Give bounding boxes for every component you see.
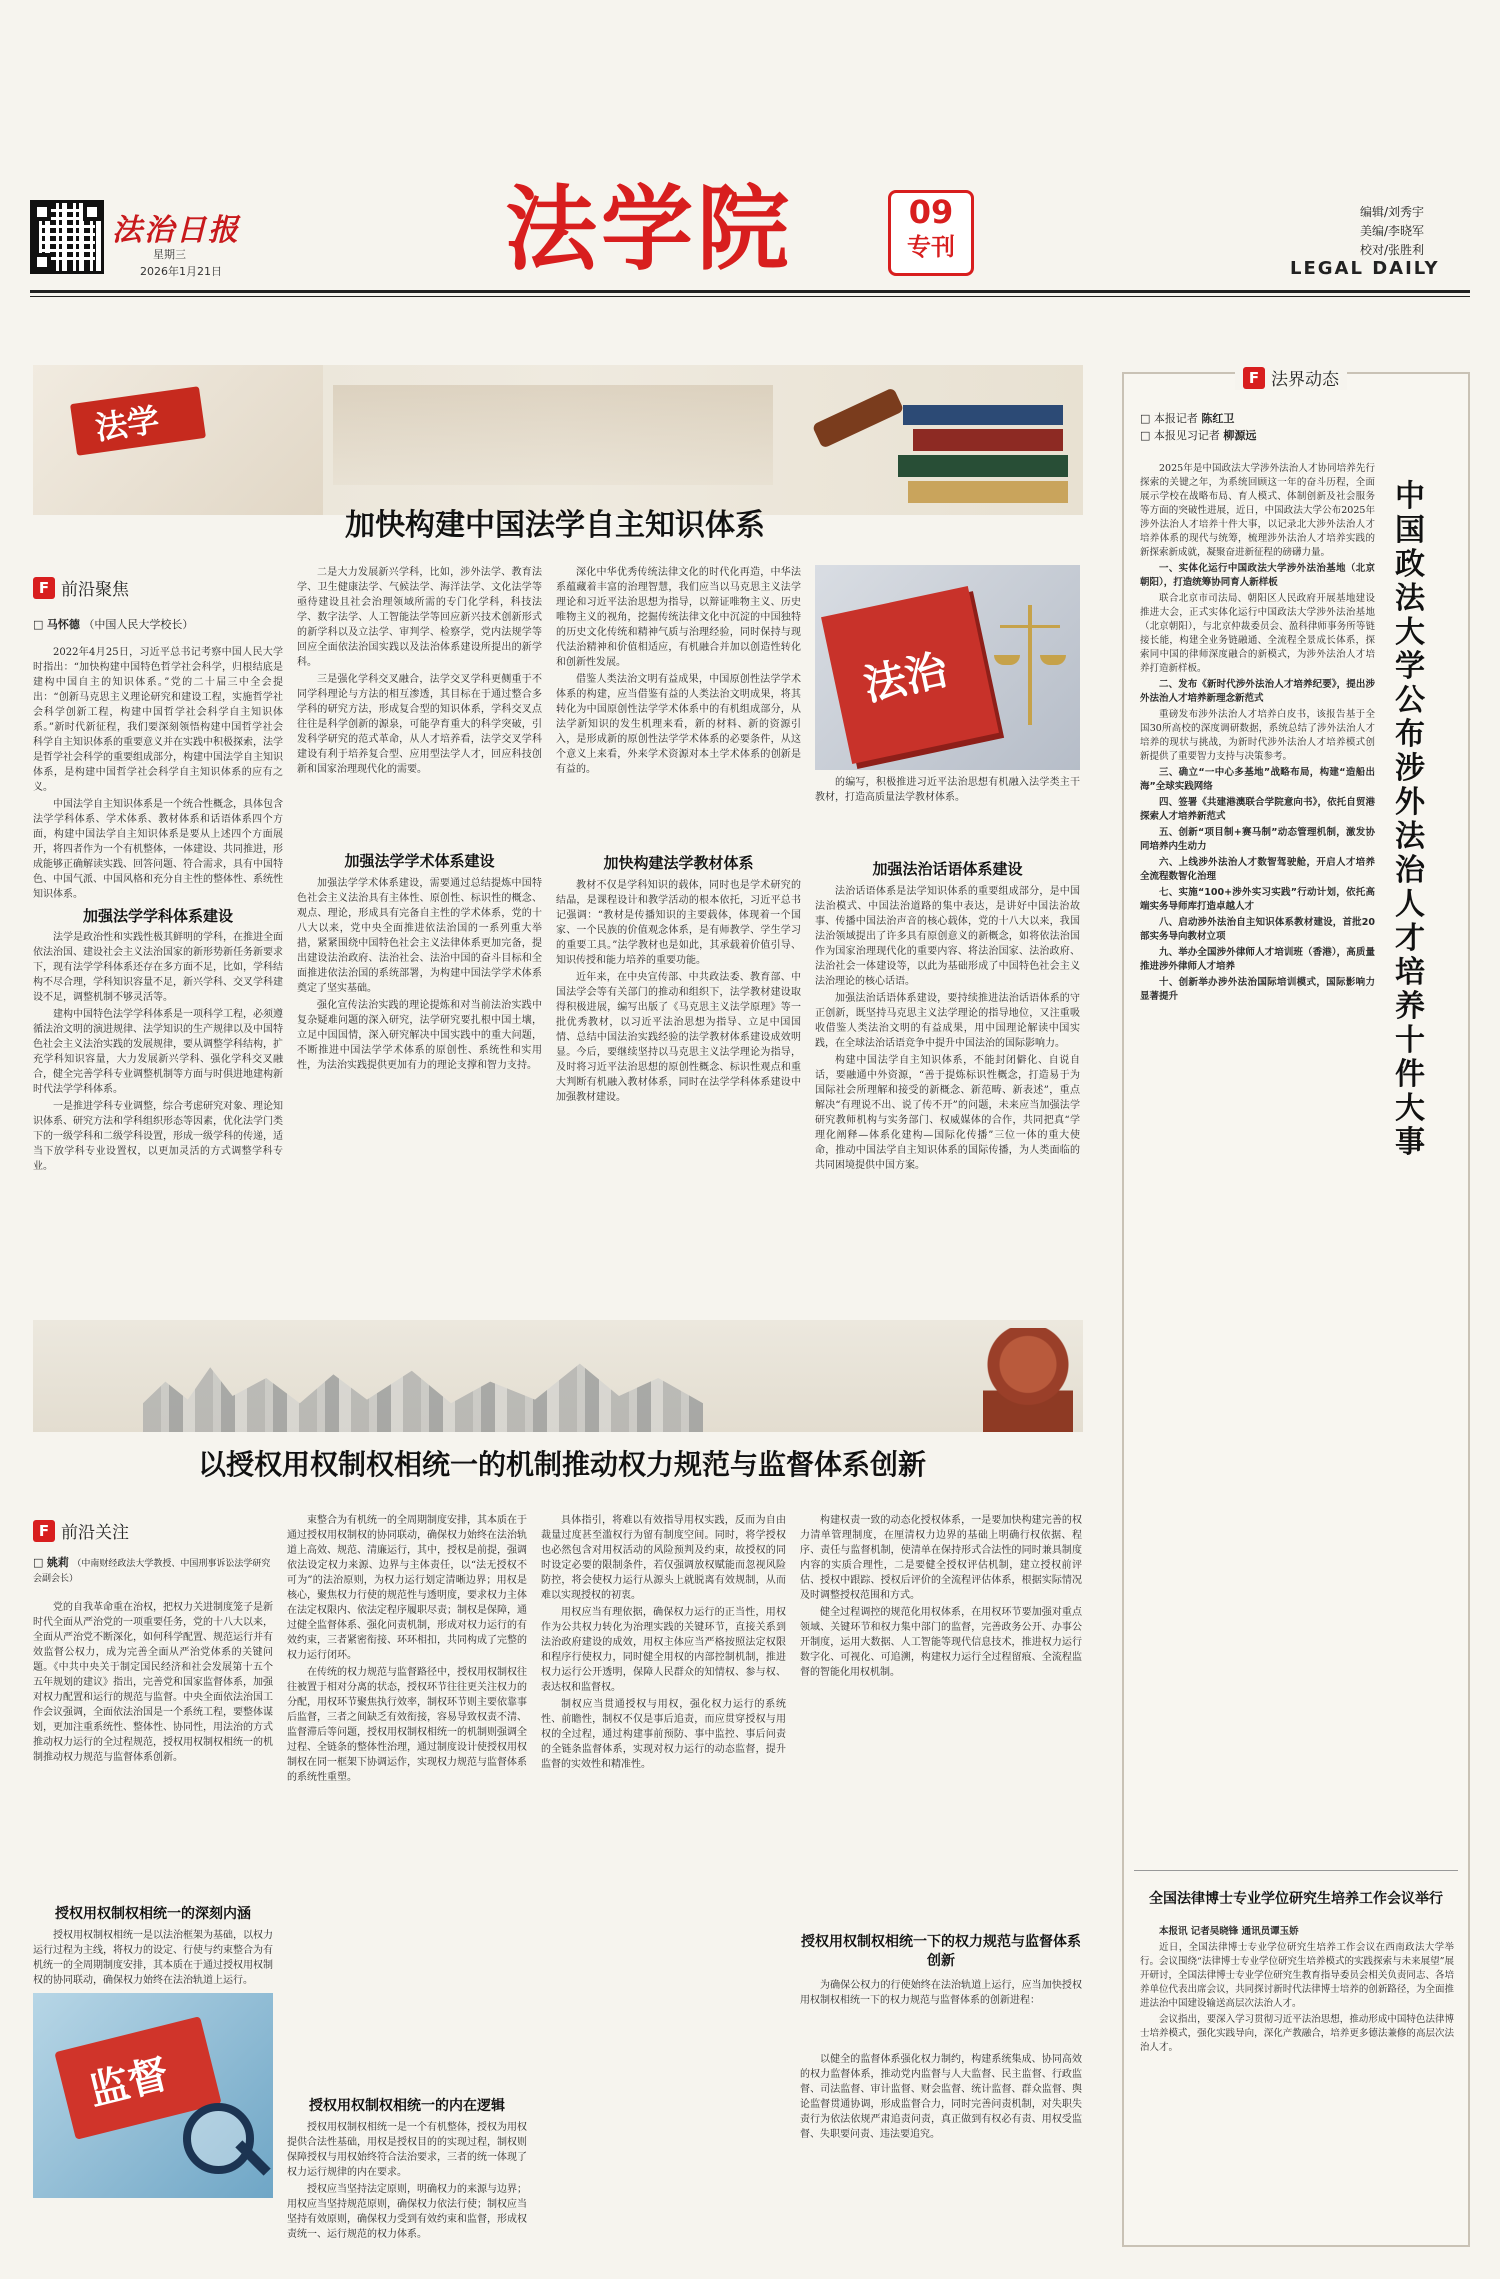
image-label: 法治 (859, 644, 952, 711)
paragraph: 法学是政治性和实践性极其鲜明的学科，在推进全面依法治国、建设社会主义法治国家的新形势新任务新要求下，现有法学学科体系还存在多方面不足，比如，学科结构不尽合理，学科知识容量不足，新兴学科、交叉学科建设不足，调整机制不够灵活等。 (33, 932, 283, 1003)
f-logo-icon: F (33, 577, 55, 599)
subheading: 加强法学学术体系建设 (344, 852, 495, 870)
paragraph: 近年来，在中央宣传部、中共政法委、教育部、中国法学会等有关部门的推动和组织下，法学教材建设取得积极进展，编写出版了《马克思主义法学原理》等一批优秀教材，以习近平法治思想为指导、立足中国国情、总结中国法治实践经验的法学教材体系建设成效明显。今后，要继续坚持以马克思主义法学理论为指导，及时将习近平法治思想的原创性概念、标识性观点和重大判断有机融入教材体系，同时在法学学科体系建设中加强教材建设。 (556, 972, 801, 1103)
paragraph: 加强法治话语体系建设，要持续推进法治话语体系的守正创新，既坚持马克思主义法学理论的指导地位，又注重吸收借鉴人类法治文明的有益成果，用中国理论解读中国实践，在全球法治话语竞争中提升中国法治的国际影响力。 (815, 993, 1080, 1049)
paper-logo: 法治日报 (112, 213, 240, 248)
article1-byline: □ 马怀德 （中国人民大学校长） (33, 618, 194, 631)
paragraph: 法治话语体系是法学知识体系的重要组成部分，是中国法治模式、中国法治道路的集中表达，是讲好中国法治故事、传播中国法治声音的核心载体，党的十八大以来，我国法治领域提出了许多具有原创意义的新概念，如将依法治国作为国家治理现代化的重要内容、将法治国家、法治政府、法治社会一体建设等，以此为基础形成了中国特色社会主义法治理论的核心话语。 (815, 886, 1080, 987)
item-heading: 八、启动涉外法治自主知识体系教材建设，首批20部实务导向教材立项 (1140, 917, 1375, 942)
item-heading: 九、举办全国涉外律师人才培训班（香港），高质量推进涉外律师人才培养 (1140, 947, 1375, 972)
item-heading: 六、上线涉外法治人才数智驾驶舱，开启人才培养全流程数智化治理 (1140, 857, 1375, 882)
paragraph: 用权应当有理依据，确保权力运行的正当性，用权作为公共权力转化为治理实践的关键环节，直接关系到法治政府建设的成效，用权主体应当严格按照法定权限和程序行使权力，同时健全用权的内部控制机制，推进权力运行公开透明，保障人民群众的知情权、参与权、表达权和监督权。 (541, 1607, 786, 1693)
paragraph: 健全过程调控的规范化用权体系，在用权环节要加强对重点领域、关键环节和权力集中部门的监督，完善政务公开、办事公开制度，运用大数据、人工智能等现代信息技术，推进权力运行数字化、可视化、可追溯，构建权力运行全过程留痕、全流程监督的智能化用权机制。 (800, 1607, 1082, 1678)
article1-col1b (33, 930, 283, 1320)
article2-col4b (800, 1978, 1082, 2048)
weekday: 星期三 (153, 248, 186, 261)
paragraph: 党的自我革命重在治权，把权力关进制度笼子是新时代全面从严治党的一项重要任务，党的十八大以来，全面从严治党不断深化，如何科学配置、规范运行并有效监督公权力，成为完善全面从严治党体系的关键问题。《中共中央关于制定国民经济和社会发展第十五个五年规划的建议》指出，完善党和国家监督体系，加强对权力配置和运行的规范与监督。中央全面依法治国工作会议强调，全面依法治国是一个系统工程，要整体谋划，更加注重系统性、整体性、协同性，用法治的方式推动权力运行的全过程规范，授权用权制权相统一的机制推动权力规范与监督体系创新。 (33, 1602, 273, 1763)
paragraph: 在传统的权力规范与监督路径中，授权用权制权往往被置于相对分离的状态，授权环节往往更关注权力的分配，用权环节聚焦执行效率，制权环节则主要依靠事后监督，三者之间缺乏有效衔接，容易导致权责不清、监督滞后等问题，授权用权制权相统一的机制则强调全过程、全链条的整体性治理，通过制度设计使授权用权制权在同一框架下协调运作，实现权力规范与监督体系的系统性重塑。 (287, 1667, 527, 1783)
sidebar-divider (1134, 1870, 1458, 1871)
article2-headline: 以授权用权制权相统一的机制推动权力规范与监督体系创新 (197, 1448, 926, 1481)
paragraph: 近日，全国法律博士专业学位研究生培养工作会议在西南政法大学举行。会议围绕“法律博士专业学位研究生培养模式的实践探索与未来展望”展开研讨，全国法律博士专业学位研究生教育指导委员会相关负责同志、各培养单位代表出席会议，共同探讨新时代法律博士培养的创新路径，为全面推进法治中国建设输送高层次法治人才。 (1140, 1942, 1454, 2009)
article2-col2b (287, 2120, 527, 2245)
article1-col1 (33, 645, 283, 900)
article2-col1b (33, 1928, 273, 1988)
paragraph: 建构中国特色法学学科体系是一项科学工程，必须遵循法治文明的演进规律、法学知识的生产规律以及中国特色社会主义法治实践的发展规律，要从调整学科结构，扩充学科知识容量，大力发展新兴学科、强化学科交叉融合，健全完善学科专业调整机制等方面与时俱进地建构新时代法学学科体系。 (33, 1009, 283, 1095)
paragraph: 三是强化学科交叉融合，法学交叉学科更侧重于不同学科理论与方法的相互渗透，其目标在于通过整合多学科的研究方法，形成复合型的知识体系，学科交叉点往往是科学创新的源泉，可能孕育重大的科学突破，引发科学研究的范式革命，从人才培养看，法学交叉学科建设有利于培养复合型、应用型法学人才，回应科技创新和国家治理现代化的需要。 (297, 674, 542, 775)
paragraph: 制权应当贯通授权与用权，强化权力运行的系统性、前瞻性，制权不仅是事后追责，而应贯穿授权与用权的全过程，通过构建事前预防、事中监控、事后问责的全链条监督体系，实现对权力运行的动态监督，提升监督的实效性和精准性。 (541, 1699, 786, 1770)
item-heading: 二、发布《新时代涉外法治人才培养纪要》，提出涉外法治人才培养新理念新范式 (1140, 679, 1375, 704)
paragraph: 联合北京市司法局、朝阳区人民政府开展基地建设推进大会，正式实体化运行中国政法大学涉外法治基地（北京朝阳），与北京仲裁委员会、盈科律师事务所等链接长能，构建全业务链融通、全流程全景成长体系，探索同中国的律师深度融合的新模式，为涉外法治人才培养打造新样板。 (1140, 593, 1375, 674)
paragraph: 强化宣传法治实践的理论提炼和对当前法治实践中复杂疑难问题的深入研究，法学研究要扎根中国土壤，立足中国国情，深入研究解决中国实践中的重大问题，不断推进中国法学学术体系的原创性、系统性和实用性，为法治实践提供更加有力的理论支撑和智力支持。 (297, 1000, 542, 1071)
scales-icon (1000, 605, 1060, 735)
paragraph: 授权用权制权相统一是以法治框架为基础，以权力运行过程为主线，将权力的设定、行使与约束整合为有机统一的全周期制度安排，其本质在于通过授权用权制权的协同联动，确保权力始终在法治轨道上运行。 (33, 1930, 273, 1986)
author-name: 姚莉 (46, 1556, 69, 1569)
magnifier-icon (183, 2103, 254, 2174)
sidebar-news-body (1140, 1925, 1454, 2235)
law-banner-image (33, 365, 1083, 515)
column-tag-frontier-attention: F 前沿关注 (33, 1518, 129, 1543)
column-tag-frontier-focus: F 前沿聚焦 (33, 575, 129, 600)
article1-headline: 加快构建中国法学自主知识体系 (345, 508, 765, 543)
subheading: 授权用权制权相统一的深刻内涵 (55, 1906, 251, 1922)
masthead-divider-thin (30, 296, 1470, 297)
item-heading: 五、创新“项目制+赛马制”动态管理机制，激发协同培养内生动力 (1140, 827, 1375, 852)
news-byline: 本报讯 记者吴晓锋 通讯员谭玉娇 (1159, 1926, 1299, 1937)
item-heading: 七、实施“100+涉外实习实践”行动计划，依托高端实务导师库打造卓越人才 (1140, 887, 1375, 912)
issue-date: 2026年1月21日 (140, 265, 222, 278)
article1-col3 (556, 565, 801, 850)
rule-of-law-image (815, 565, 1080, 770)
qr-code (30, 200, 104, 274)
article2-col5 (800, 2052, 1082, 2245)
editor-credit: 编辑/刘秀宇 (1360, 205, 1425, 219)
author-name: 马怀德 (46, 618, 80, 631)
article1-col4b (815, 884, 1080, 1320)
item-heading: 一、实体化运行中国政法大学涉外法治基地（北京朝阳），打造统筹协同育人新样板 (1140, 563, 1375, 588)
designer-credit: 美编/李晓军 (1360, 224, 1425, 238)
paragraph: 教材不仅是学科知识的载体，同时也是学术研究的结晶，是课程设计和教学活动的根本依托，习近平总书记强调：“教材是传播知识的主要载体，体现着一个国家、一个民族的价值观念体系，是有师教学、学生学习的重要工具。”法学教材也是如此，其承载着价值引导、知识传授和能力培养的重要功能。 (556, 880, 801, 966)
paragraph: 授权用权制权相统一是一个有机整体，授权为用权提供合法性基础，用权是授权目的的实现过程，制权则保障授权与用权始终符合法治要求，三者的统一体现了权力运行规律的内在要求。 (287, 2122, 527, 2178)
sidebar-news-headline: 全国法律博士专业学位研究生培养工作会议举行 (1149, 1891, 1443, 1907)
paragraph: 构建权责一致的动态化授权体系，一是要加快构建完善的权力清单管理制度，在厘清权力边界的基础上明确行权依据、程序、责任与监督机制，使清单在保持形式合法性的同时兼具制度内容的实质合理性，二是要健全授权评估机制，建立授权前评估、授权中跟踪、授权后评价的全流程评估体系，根据实际情况及时调整授权范围和方式。 (800, 1515, 1082, 1601)
f-logo-icon: F (1243, 367, 1265, 389)
item-heading: 四、签署《共建港澳联合学院意向书》，依托自贸港探索人才培养新范式 (1140, 797, 1375, 822)
paragraph: 具体指引，将难以有效指导用权实践，反而为自由裁量过度甚至滥权行为留有制度空间。同时，将学授权也必然包含对用权活动的风险预判及约束，故授权的同时设定必要的限制条件，若仅强调放权赋能而忽视风险防控，将会使权力运行从源头上就脱离有效规制，从而难以实现授权的初衷。 (541, 1515, 786, 1601)
banner-label: 法学 (92, 400, 162, 448)
paragraph: 一是推进学科专业调整，综合考虑研究对象、理论知识体系、研究方法和学科组织形态等因素，优化法学门类下的一级学科和二级学科设置，形成一级学科的传递，适当下放学科专业设置权，以更加灵活的方式调整学科专业。 (33, 1101, 283, 1172)
paragraph: 中国法学自主知识体系是一个统合性概念，具体包含法学学科体系、学术体系、教材体系和话语体系四个方面，构建中国法学自主知识体系是要从上述四个方面展开，将四者作为一个有机整体，一体建设、共同推进，形成能够正确解读实践、回答问题、符合需求，具有中国特色、中国气派、中国风格和充分自主性的整体性、系统性知识体系。 (33, 799, 283, 900)
subheading: 加强法治话语体系建设 (872, 860, 1023, 878)
sidebar-body (1140, 462, 1375, 1860)
article2-col1 (33, 1600, 273, 1900)
article1-col2 (297, 565, 542, 845)
paragraph: 束整合为有机统一的全周期制度安排，其本质在于通过授权用权制权的协同联动，确保权力始终在法治轨道上高效、规范、清廉运行，其中，授权是前提，强调依法设定权力来源、边界与主体责任，以“法无授权不可为”的法治原则，为权力运行划定清晰边界；用权是核心，聚焦权力行使的规范性与透明度，要求权力主体在法定权限内、依法定程序履职尽责；制权是保障，通过健全监督体系、强化问责机制，形成对权力运行的有效约束，三者紧密衔接、环环相扣，共同构成了完整的权力运行闭环。 (287, 1515, 527, 1661)
item-heading: 三、确立“一中心多基地”战略布局，构建“造船出海”全球实践网络 (1140, 767, 1375, 792)
article1-col4 (815, 775, 1080, 850)
column-tag-legal-news: F 法界动态 (1235, 365, 1347, 390)
proofreader-credit: 校对/张胜利 (1360, 243, 1425, 257)
paragraph: 授权应当坚持法定原则，明确权力的来源与边界；用权应当坚持规范原则，确保权力依法行使；制权应当坚持有效原则，确保权力受到有效约束和监督，形成权责统一、运行规范的权力体系。 (287, 2184, 527, 2240)
sidebar-reporter-1: □ 本报记者 陈红卫 (1140, 412, 1235, 425)
paragraph: 加强法学学术体系建设，需要通过总结提炼中国特色社会主义法治具有主体性、原创性、标识性的概念、观点、理论，形成具有完备自主性的学术体系，党的十八大以来，党中央全面推进依法治国的一系列重大举措，紧紧围绕中国特色社会主义法律体系更加完备，提出建设法治政府、法治社会、法治中国的奋斗目标和全面推进依法治国的系统部署，为构建中国法学学术体系奠定了坚实基础。 (297, 878, 542, 994)
sidebar-reporter-2: □ 本报见习记者 柳源远 (1140, 429, 1257, 442)
subheading: 授权用权制权相统一的内在逻辑 (309, 2098, 505, 2114)
issue-badge (888, 190, 974, 276)
english-name: LEGAL DAILY (1290, 258, 1440, 279)
article2-col2 (287, 1513, 527, 2091)
paragraph: 会议指出，要深入学习贯彻习近平法治思想，推动形成中国特色法律博士培养模式，强化实践导向，深化产教融合，培养更多德法兼修的高层次法治人才。 (1140, 2014, 1454, 2053)
paragraph: 2022年4月25日，习近平总书记考察中国人民大学时指出：“加快构建中国特色哲学社会科学，归根结底是建构中国自主的知识体系。”党的二十届三中全会提出：“创新马克思主义理论研究和建设工程，实施哲学社会科学创新工程，构建中国哲学社会科学自主知识体系。”新时代新征程，我们要深刻领悟构建中国哲学社会科学自主知识体系的重要意义并在实践中积极探索，法学是哲学社会科学的重要组成部分，构建中国法学自主知识体系，是构建中国哲学社会科学自主知识体系的应有之义。 (33, 647, 283, 793)
article1-col3b (556, 878, 801, 1320)
gavel (812, 387, 905, 449)
paragraph: 深化中华优秀传统法律文化的时代化再造，中华法系蕴藏着丰富的治理智慧，我们应当以马克思主义法学理论和习近平法治思想为指导，以辩证唯物主义、历史唯物主义的视角，挖掘传统法律文化中沉淀的中国独特的历史文化传统和精神气质与治理经验，同时保持与现代法治精神和价值相适应，有机融合并加以创造性转化和创新性发展。 (556, 567, 801, 668)
author-affiliation: （中南财经政法大学教授、中国刑事诉讼法学研究会副会长） (33, 1559, 271, 1584)
books-stack (893, 385, 1083, 515)
article2-col3 (541, 1513, 786, 2245)
subheading: 加强法学学科体系建设 (82, 907, 233, 925)
section-title: 法学院 (505, 176, 794, 283)
subheading: 加快构建法学教材体系 (603, 854, 754, 872)
supervision-image (33, 1993, 273, 2198)
lion-statue (983, 1328, 1073, 1432)
subheading: 授权用权制权相统一下的权力规范与监督体系创新 (801, 1934, 1081, 1969)
issue-label: 专刊 (907, 233, 955, 261)
paragraph: 以健全的监督体系强化权力制约，构建系统集成、协同高效的权力监督体系，推动党内监督与人大监督、民主监督、行政监督、司法监督、审计监督、财会监督、统计监督、群众监督、舆论监督贯通协调，形成监督合力，同时完善问责机制，对失职失责行为依法依规严肃追责问责，真正做到有权必有责、用权受监督、失职要问责、违法要追究。 (800, 2054, 1082, 2140)
sidebar-headline: 中国政法大学公布涉外法治人才培养十件大事 (1395, 479, 1425, 1160)
paragraph: 重磅发布涉外法治人才培养白皮书，该报告基于全国30所高校的深度调研数据，系统总结了涉外法治人才培养的现状与挑战，为新时代涉外法治人才培养模式创新提供了重要智力支持与决策参考。 (1140, 709, 1375, 762)
city-skyline-image (33, 1320, 1083, 1432)
article1-col2b (297, 876, 542, 1320)
f-logo-icon: F (33, 1520, 55, 1542)
paragraph: 二是大力发展新兴学科，比如，涉外法学、教育法学、卫生健康法学、气候法学、海洋法学、文化法学等亟待建设且社会治理领域所需的专门化学科，科技法学、数字法学、人工智能法学等回应新兴技术创新形式的新学科以及立法学、审判学、检察学，党内法规学等回应全面依法治国实践以及法治体系建设所提出的新学科。 (297, 567, 542, 668)
masthead-divider (30, 290, 1470, 293)
paragraph: 构建中国法学自主知识体系，不能封闭僻化、自说自话，要融通中外资源，“善于提炼标识性概念，打造易于为国际社会所理解和接受的新概念、新范畴、新表述”，重点解决“有理说不出、说了传不开”的问题，未来应当加强法学研究教师机构与实务部门、权威媒体的合作，共同把真“学理化阐释—体系化建构—国际化传播”三位一体的重大使命，推动中国法学自主知识体系的国际传播，为人类面临的共同困境提供中国方案。 (815, 1055, 1080, 1171)
paragraph: 的编写，积极推进习近平法治思想有机融入法学类主干教材，打造高质量法学教材体系。 (815, 777, 1080, 803)
paragraph: 2025年是中国政法大学涉外法治人才协同培养先行探索的关键之年，为系统回顾这一年的奋斗历程，全面展示学校在战略布局、育人模式、体制创新及社会服务等方面的突破性进展，近日，中国政法大学公布2025年涉外法治人才培养十件大事，以记录北大涉外法治人才培养体系的现代与统筹，梳理涉外法治人才培养实践的新探索新成就，凝聚奋进新征程的磅礴力量。 (1140, 463, 1375, 558)
issue-number: 09 (908, 193, 954, 231)
paragraph: 借鉴人类法治文明有益成果，中国原创性法学学术体系的构建，应当借鉴有益的人类法治文明成果，将其转化为中国原创性法学学术体系中的有机组成部分，从法学新知识的发生机理来看，新的材料、新的资源引入，是形成新的原创性法学学术体系的必要条件，从这个意义上来看，外来学术资源对本土学术体系的创新是有益的。 (556, 674, 801, 775)
image-label: 监督 (84, 2050, 174, 2115)
paragraph: 为确保公权力的行使始终在法治轨道上运行，应当加快授权用权制权相统一下的权力规范与监督体系的创新进程： (800, 1980, 1082, 2006)
article2-byline: □ 姚莉 （中南财经政法大学教授、中国刑事诉讼法学研究会副会长） (33, 1556, 271, 1584)
author-affiliation: （中国人民大学校长） (83, 618, 194, 631)
item-heading: 十、创新举办涉外法治国际培训模式，国际影响力显著提升 (1140, 977, 1375, 1002)
article2-col4 (800, 1513, 1082, 1928)
